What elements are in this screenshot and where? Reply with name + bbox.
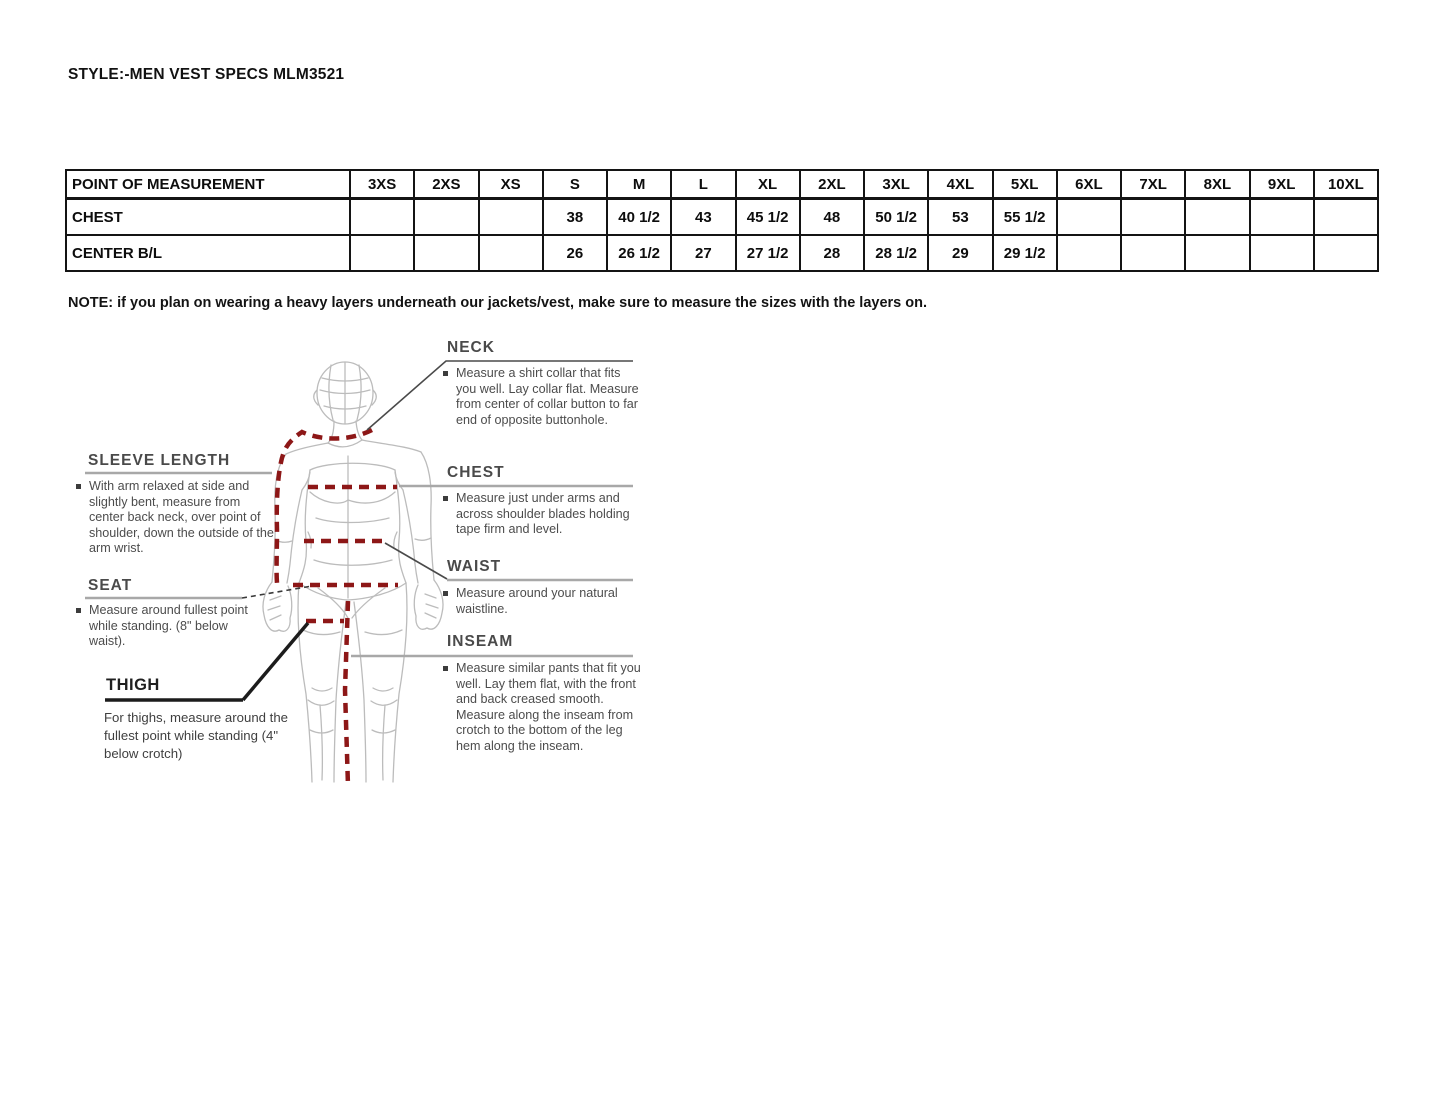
- thigh-heading: THIGH: [106, 676, 160, 694]
- cell-centerbl-7xl: [1121, 235, 1185, 271]
- cell-centerbl-5xl: 29 1/2: [993, 235, 1057, 271]
- cell-chest-2xs: [414, 199, 478, 236]
- cell-centerbl-l: 27: [671, 235, 735, 271]
- cell-centerbl-2xs: [414, 235, 478, 271]
- waist-pointer-line: [385, 543, 447, 579]
- cell-centerbl-4xl: 29: [928, 235, 992, 271]
- cell-chest-10xl: [1314, 199, 1378, 236]
- col-header-l: L: [671, 170, 735, 199]
- cell-chest-xl: 45 1/2: [736, 199, 800, 236]
- cell-chest-s: 38: [543, 199, 607, 236]
- col-header-10xl: 10XL: [1314, 170, 1378, 199]
- inseam-measure-line: [345, 601, 348, 786]
- cell-chest-2xl: 48: [800, 199, 864, 236]
- cell-centerbl-xs: [479, 235, 543, 271]
- cell-centerbl-3xs: [350, 235, 414, 271]
- cell-centerbl-s: 26: [543, 235, 607, 271]
- square-bullet-icon: [443, 371, 448, 376]
- body-wireframe: [263, 362, 443, 782]
- col-header-xs: XS: [479, 170, 543, 199]
- seat-pointer-line: [242, 586, 312, 598]
- col-header-5xl: 5XL: [993, 170, 1057, 199]
- collar-sleeve-measure-line: [277, 430, 372, 583]
- waist-heading: WAIST: [447, 558, 502, 575]
- col-header-2xl: 2XL: [800, 170, 864, 199]
- cell-chest-5xl: 55 1/2: [993, 199, 1057, 236]
- cell-centerbl-2xl: 28: [800, 235, 864, 271]
- seat-heading: SEAT: [88, 577, 133, 594]
- square-bullet-icon: [76, 484, 81, 489]
- table-row-center-bl: [66, 235, 1378, 271]
- col-header-3xs: 3XS: [350, 170, 414, 199]
- cell-centerbl-xl: 27 1/2: [736, 235, 800, 271]
- cell-centerbl-m: 26 1/2: [607, 235, 671, 271]
- col-header-point-of-measurement: POINT OF MEASUREMENT: [66, 170, 350, 199]
- cell-centerbl-6xl: [1057, 235, 1121, 271]
- seat-description: Measure around fullest point while standing. (8" below waist).: [76, 603, 256, 650]
- cell-chest-9xl: [1250, 199, 1314, 236]
- cell-centerbl-9xl: [1250, 235, 1314, 271]
- chest-heading: CHEST: [447, 464, 505, 481]
- inseam-heading: INSEAM: [447, 633, 514, 650]
- cell-chest-6xl: [1057, 199, 1121, 236]
- waist-description: Measure around your natural waistline.: [443, 586, 628, 617]
- col-header-2xs: 2XS: [414, 170, 478, 199]
- neck-heading: NECK: [447, 339, 495, 356]
- row-label-chest: CHEST: [66, 199, 350, 236]
- row-label-center-bl: CENTER B/L: [66, 235, 350, 271]
- sleeve-length-heading: SLEEVE LENGTH: [88, 452, 231, 469]
- sleeve-length-description: With arm relaxed at side and slightly bent, measure from center back neck, over point of shoulder, down the outside of the arm wrist.: [76, 479, 274, 557]
- square-bullet-icon: [443, 666, 448, 671]
- cell-chest-m: 40 1/2: [607, 199, 671, 236]
- col-header-s: S: [543, 170, 607, 199]
- cell-chest-l: 43: [671, 199, 735, 236]
- square-bullet-icon: [76, 608, 81, 613]
- neck-description: Measure a shirt collar that fits you well. Lay collar flat. Measure from center of collar button to far end of opposite buttonhole.: [443, 366, 639, 428]
- col-header-xl: XL: [736, 170, 800, 199]
- note-text: NOTE: if you plan on wearing a heavy layers underneath our jackets/vest, make sure to measure the sizes with the layers on.: [68, 295, 928, 311]
- square-bullet-icon: [443, 591, 448, 596]
- cell-centerbl-10xl: [1314, 235, 1378, 271]
- inseam-description: Measure similar pants that fit you well. Lay them flat, with the front and back creased smooth. Measure along the inseam from crotch to the bottom of the leg hem along the inseam.: [443, 661, 641, 755]
- square-bullet-icon: [443, 496, 448, 501]
- col-header-m: M: [607, 170, 671, 199]
- size-spec-table: [65, 169, 1379, 272]
- table-header-row: [66, 170, 1378, 199]
- table-row-chest: [66, 199, 1378, 236]
- cell-centerbl-8xl: [1185, 235, 1249, 271]
- page-title: STYLE:-MEN VEST SPECS MLM3521: [68, 66, 345, 83]
- col-header-8xl: 8XL: [1185, 170, 1249, 199]
- col-header-9xl: 9XL: [1250, 170, 1314, 199]
- cell-chest-3xs: [350, 199, 414, 236]
- col-header-4xl: 4XL: [928, 170, 992, 199]
- cell-chest-7xl: [1121, 199, 1185, 236]
- col-header-7xl: 7XL: [1121, 170, 1185, 199]
- cell-chest-xs: [479, 199, 543, 236]
- measurement-dashes: [277, 430, 398, 786]
- cell-chest-4xl: 53: [928, 199, 992, 236]
- cell-chest-8xl: [1185, 199, 1249, 236]
- cell-chest-3xl: 50 1/2: [864, 199, 928, 236]
- col-header-6xl: 6XL: [1057, 170, 1121, 199]
- thigh-description: For thighs, measure around the fullest point while standing (4" below crotch): [104, 710, 288, 761]
- chest-description: Measure just under arms and across shoulder blades holding tape firm and level.: [443, 491, 643, 538]
- col-header-3xl: 3XL: [864, 170, 928, 199]
- cell-centerbl-3xl: 28 1/2: [864, 235, 928, 271]
